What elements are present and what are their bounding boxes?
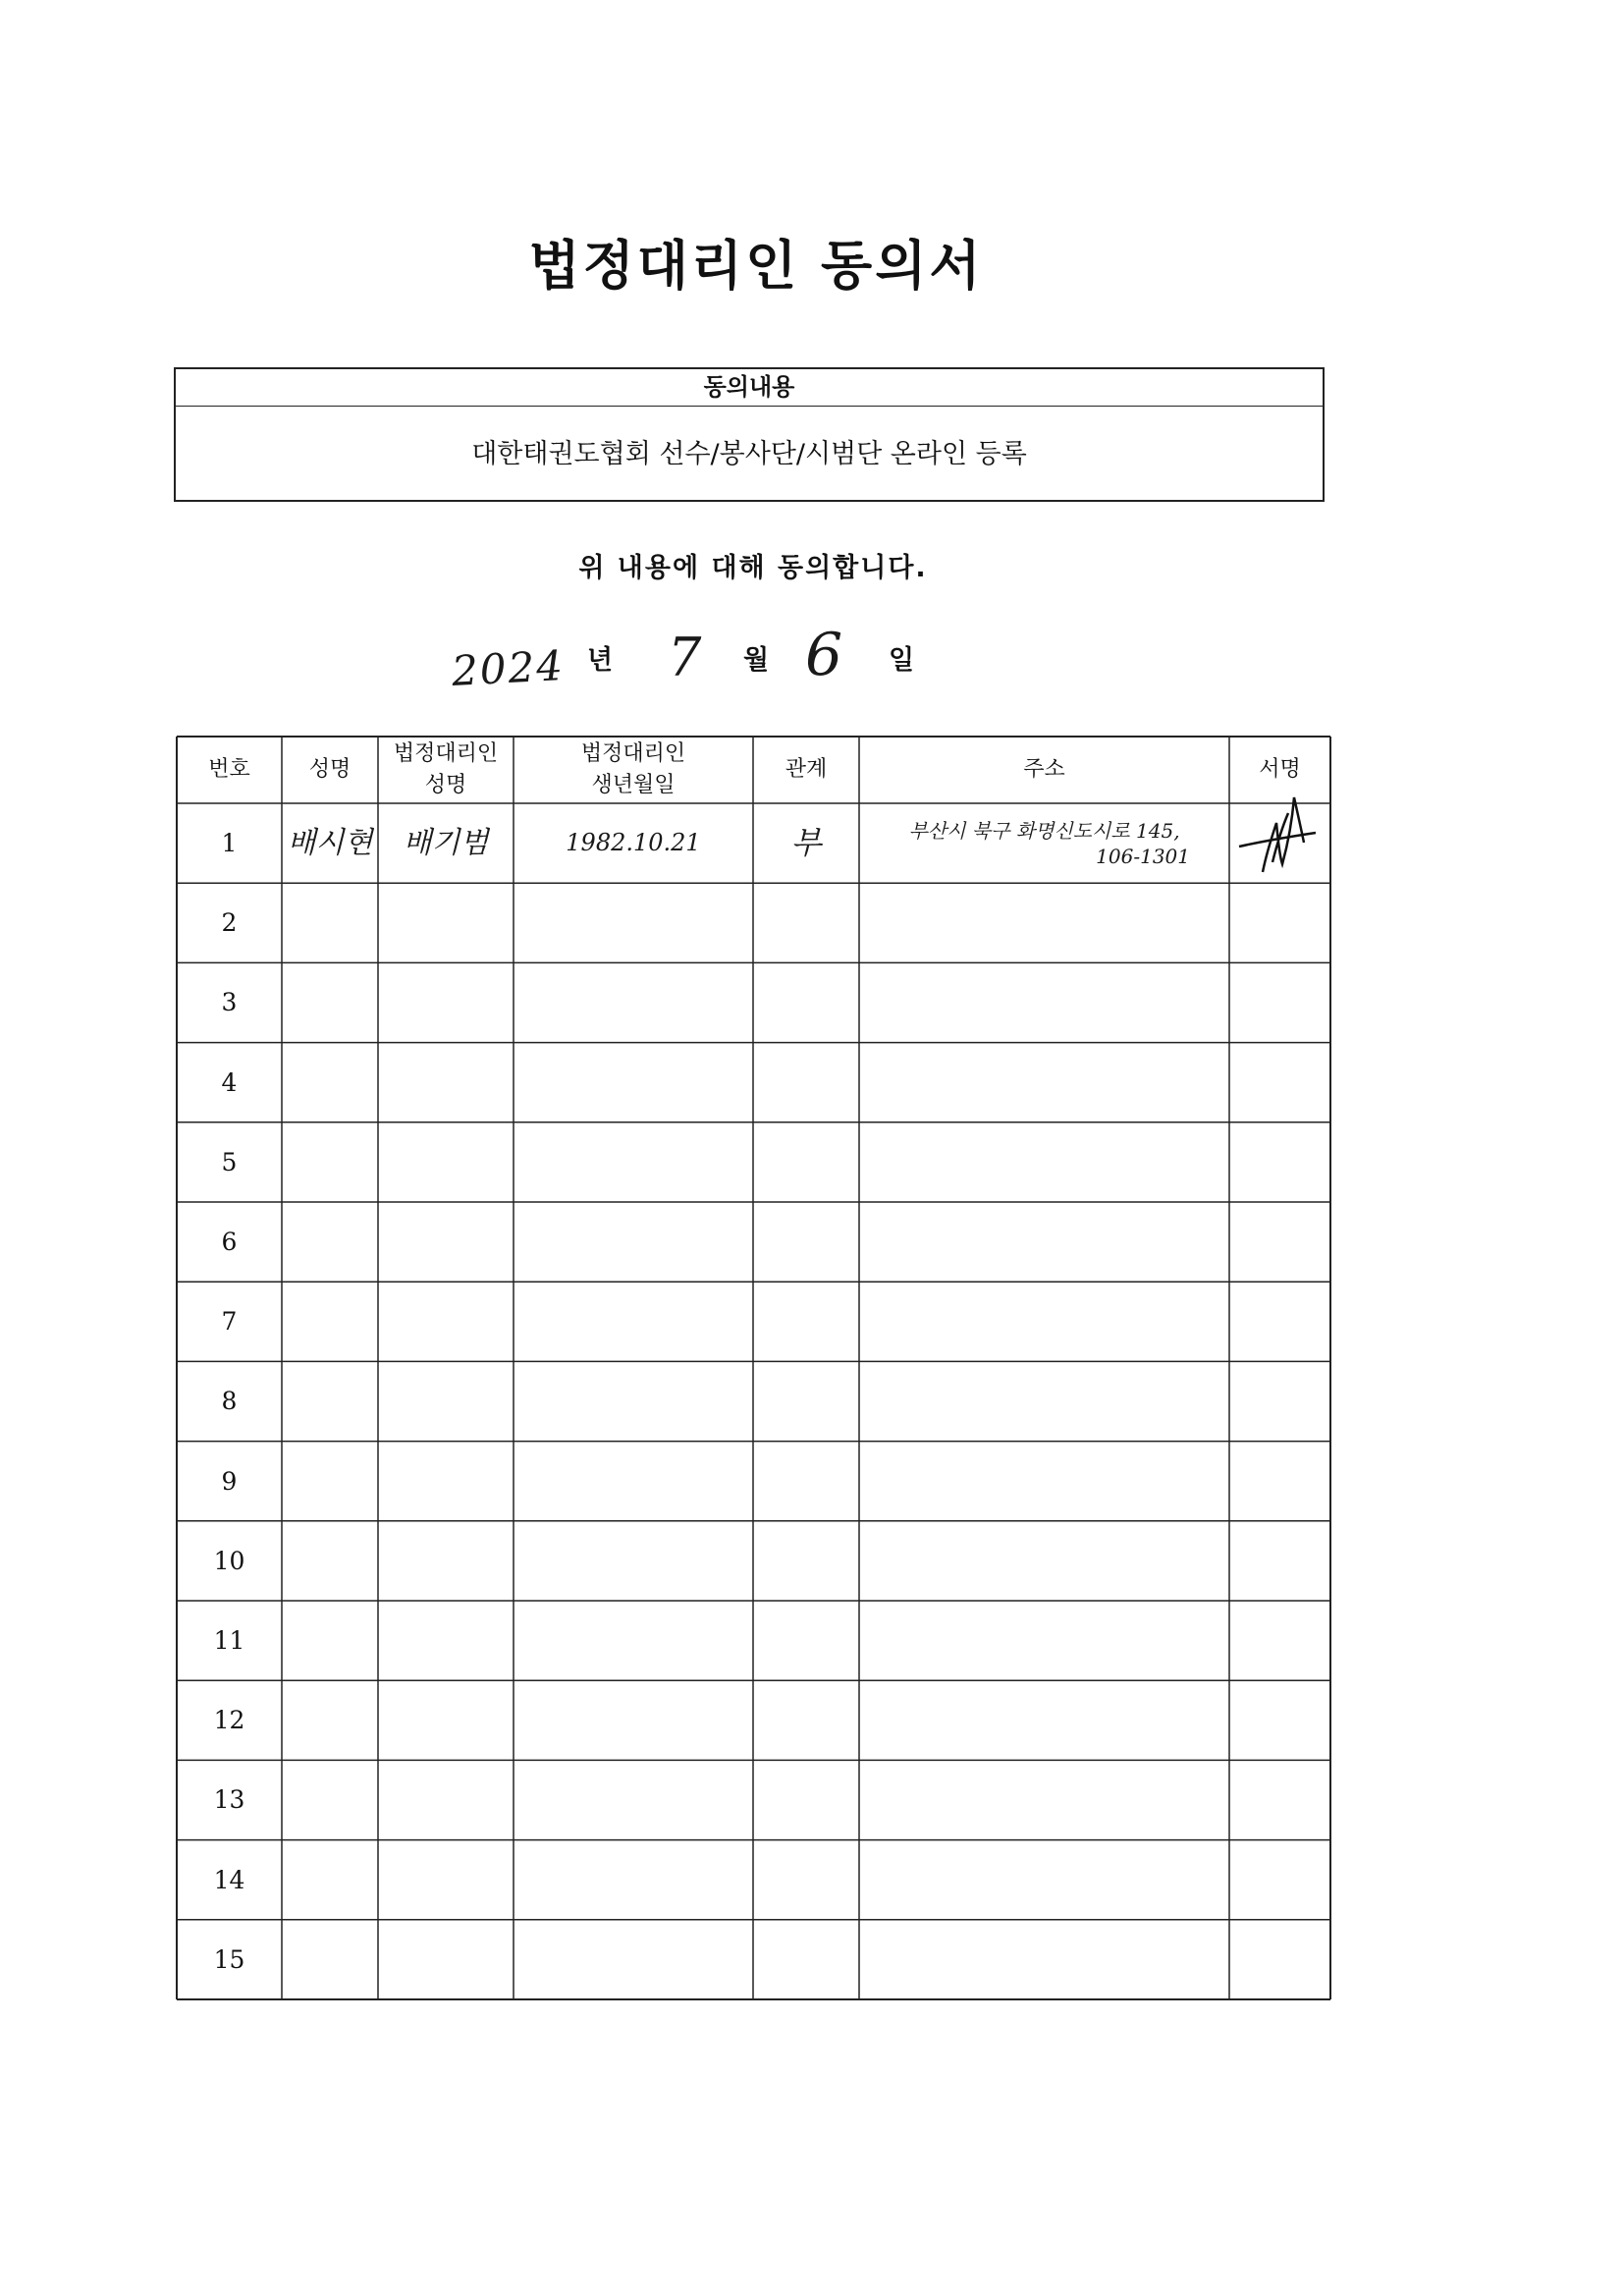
header-relation: 관계 <box>785 757 828 783</box>
row-number: 7 <box>221 1307 238 1337</box>
cell-relation-handwritten: 부 <box>790 824 822 862</box>
row-number: 12 <box>213 1706 245 1735</box>
row-number: 13 <box>213 1785 245 1815</box>
date-year-unit: 년 <box>587 645 614 676</box>
address-line-1: 부산시 북구 화명신도시로 145, <box>908 818 1180 843</box>
consent-header: 동의내용 <box>176 369 1323 407</box>
cell-guardian-birth-handwritten: 1982.10.21 <box>566 829 701 857</box>
handwritten-signature <box>1239 797 1316 872</box>
cell-name-handwritten: 배시현 <box>287 825 373 860</box>
row-number: 2 <box>221 908 238 938</box>
header-name: 성명 <box>308 757 352 783</box>
agreement-text: 위 내용에 대해 동의합니다. <box>578 553 928 583</box>
header-guardian-name: 법정대리인 성명 <box>393 741 499 797</box>
row-number: 15 <box>213 1944 245 1974</box>
date-day-unit: 일 <box>889 645 915 676</box>
row-number: 1 <box>221 829 238 858</box>
document-title: 법정대리인 동의서 <box>528 235 984 297</box>
header-number: 번호 <box>208 757 250 783</box>
date-month-handwritten: 7 <box>668 627 702 688</box>
cell-guardian-name-handwritten: 배기범 <box>403 825 489 860</box>
consent-content: 대한태권도협회 선수/봉사단/시범단 온라인 등록 <box>471 439 1027 469</box>
header-signature: 서명 <box>1259 757 1301 783</box>
date-day-handwritten: 6 <box>805 621 843 689</box>
row-number: 3 <box>221 988 238 1017</box>
row-number: 10 <box>213 1546 245 1575</box>
row-number: 6 <box>221 1228 238 1257</box>
row-number: 4 <box>221 1067 238 1097</box>
row-number: 11 <box>213 1626 245 1656</box>
date-month-unit: 월 <box>743 645 770 676</box>
row-number: 14 <box>213 1865 245 1894</box>
address-line-2: 106-1301 <box>1096 844 1190 868</box>
row-number: 5 <box>221 1147 238 1176</box>
cell-address-handwritten <box>859 803 1229 883</box>
date-year-handwritten: 2024 <box>450 641 567 695</box>
header-address: 주소 <box>1023 757 1065 783</box>
row-number: 9 <box>221 1466 238 1496</box>
header-guardian-birth: 법정대리인 생년월일 <box>580 741 686 797</box>
row-number: 8 <box>221 1387 238 1416</box>
